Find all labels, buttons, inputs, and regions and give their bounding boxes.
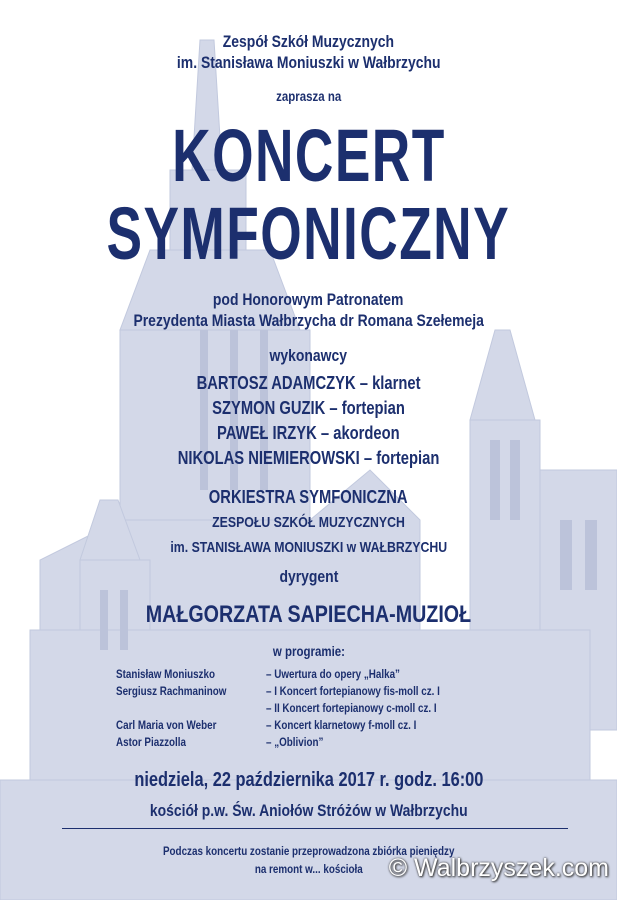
program-item: Sergiusz Rachmaninow – I Koncert fortepianowy fis-moll cz. I [116, 684, 440, 698]
performer-item: NIKOLAS NIEMIEROWSKI – fortepian [177, 448, 440, 468]
orchestra-line2: ZESPOŁU SZKÓŁ MUZYCZNYCH [212, 514, 405, 531]
performer-item: BARTOSZ ADAMCZYK – klarnet [196, 373, 421, 393]
performer-item: SZYMON GUZIK – fortepian [212, 398, 405, 418]
program-list [116, 666, 536, 751]
school-name-line2: im. Stanisława Moniuszki w Wałbrzychu [176, 53, 441, 72]
divider-line [62, 828, 568, 829]
program-item: – II Koncert fortepianowy c-moll cz. I [266, 701, 437, 715]
invites-text: zaprasza na [275, 88, 342, 104]
program-heading: w programie: [272, 643, 345, 659]
patronage-line2: Prezydenta Miasta Wałbrzycha dr Romana Szełemeja [133, 311, 484, 330]
orchestra-line3: im. STANISŁAWA MONIUSZKI w WAŁBRZYCHU [170, 539, 447, 556]
school-name-line1: Zespół Szkół Muzycznych [222, 32, 395, 51]
footer-line1: Podczas koncertu zostanie przeprowadzona zbiórka pieniędzy [162, 844, 455, 858]
event-venue: kościół p.w. Św. Aniołów Stróżów w Wałbrzychu [149, 801, 468, 820]
patronage-line1: pod Honorowym Patronatem [213, 290, 404, 309]
performer-item: PAWEŁ IRZYK – akordeon [217, 423, 400, 443]
conductor-name: MAŁGORZATA SAPIECHA-MUZIOŁ [145, 601, 472, 628]
conductor-heading: dyrygent [279, 567, 338, 586]
watermark-text: © Walbrzyszek.com [388, 854, 609, 882]
program-item: Carl Maria von Weber – Koncert klarnetowy f-moll cz. I [116, 718, 417, 732]
program-item: Astor Piazzolla – „Oblivion” [116, 735, 324, 749]
event-date: niedziela, 22 października 2017 r. godz. 16:00 [133, 769, 484, 791]
title-line1: KONCERT [171, 114, 446, 197]
program-item: Stanisław Moniuszko – Uwertura do opery „Halka” [116, 667, 400, 681]
orchestra-line1: ORKIESTRA SYMFONICZNA [209, 487, 408, 507]
title-line2: SYMFONICZNY [106, 192, 511, 275]
footer-line2: na remont w... kościoła [254, 862, 363, 876]
performers-heading: wykonawcy [269, 346, 348, 365]
